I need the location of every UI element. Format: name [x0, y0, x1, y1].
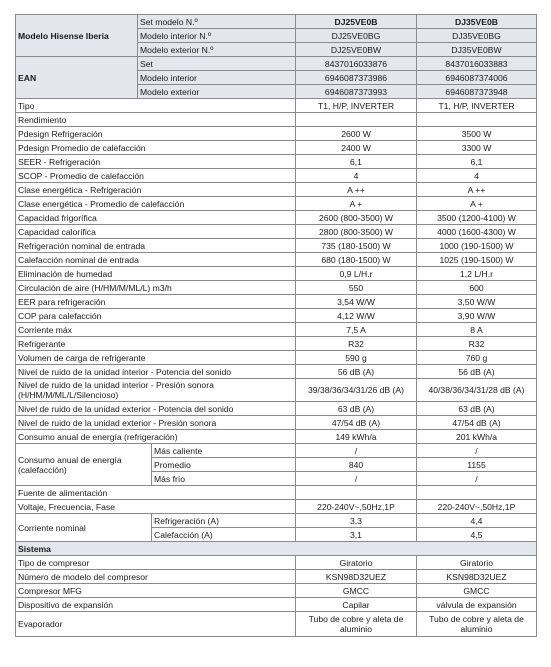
spec-row — [16, 309, 537, 323]
spec-value-1: 220-240V~,50Hz,1P — [296, 500, 417, 514]
spec-value-1: KSN98D32UEZ — [296, 570, 417, 584]
spec-label: Evaporador — [16, 612, 296, 637]
ean-value-2: 8437016033883 — [417, 57, 537, 71]
spec-value-1: 3,54 W/W — [296, 295, 417, 309]
ean-row — [16, 57, 537, 71]
spec-value-1 — [296, 113, 417, 127]
spec-row — [16, 416, 537, 430]
model-2-outdoor: DJ35VE0BW — [417, 43, 537, 57]
spec-value-1: A + — [296, 197, 417, 211]
spec-value-2: 4,4 — [417, 514, 537, 528]
spec-value-2: 1155 — [417, 458, 537, 472]
spec-label: Fuente de alimentación — [16, 486, 296, 500]
spec-row — [16, 239, 537, 253]
spec-value-2: 3,90 W/W — [417, 309, 537, 323]
spec-value-2: 3,50 W/W — [417, 295, 537, 309]
spec-label: Rendimiento — [16, 113, 296, 127]
spec-value-2: 201 kWh/a — [417, 430, 537, 444]
spec-value-2: 4 — [417, 169, 537, 183]
spec-label: Número de modelo del compresor — [16, 570, 296, 584]
spec-label: Capacidad frigorífica — [16, 211, 296, 225]
spec-row — [16, 211, 537, 225]
spec-value-1: R32 — [296, 337, 417, 351]
spec-row — [16, 365, 537, 379]
spec-value-2: / — [417, 472, 537, 486]
spec-row — [16, 127, 537, 141]
spec-value-2 — [417, 113, 537, 127]
ean-value-1: 6946087373993 — [296, 85, 417, 99]
spec-value-1: 47/54 dB (A) — [296, 416, 417, 430]
spec-value-1: 2800 (800-3500) W — [296, 225, 417, 239]
spec-value-2: 56 dB (A) — [417, 365, 537, 379]
ean-row-label: Modelo exterior — [138, 85, 296, 99]
spec-label: SCOP - Promedio de calefacción — [16, 169, 296, 183]
ean-value-1: 6946087373986 — [296, 71, 417, 85]
spec-row — [16, 99, 537, 113]
spec-value-1: Giratorio — [296, 556, 417, 570]
spec-value-2: 4,5 — [417, 528, 537, 542]
spec-value-2: 1025 (190-1500) W — [417, 253, 537, 267]
spec-row — [16, 323, 537, 337]
spec-value-2: A ++ — [417, 183, 537, 197]
section-title: Sistema — [16, 542, 537, 556]
spec-label: Nivel de ruido de la unidad exterior - Presión sonora — [16, 416, 296, 430]
spec-row — [16, 267, 537, 281]
spec-row — [16, 379, 537, 402]
spec-value-2: 4000 (1600-4300) W — [417, 225, 537, 239]
ean-value-2: 6946087374006 — [417, 71, 537, 85]
spec-label: Dispositivo de expansión — [16, 598, 296, 612]
spec-value-2: R32 — [417, 337, 537, 351]
spec-value-2: 6,1 — [417, 155, 537, 169]
spec-value-2: 1000 (190-1500) W — [417, 239, 537, 253]
spec-value-2: / — [417, 444, 537, 458]
model-1-indoor: DJ25VE0BG — [296, 29, 417, 43]
spec-label: Eliminación de humedad — [16, 267, 296, 281]
model-1-set: DJ25VE0B — [296, 15, 417, 29]
spec-label: Tipo — [16, 99, 296, 113]
ean-value-2: 6946087373948 — [417, 85, 537, 99]
spec-value-2: 8 A — [417, 323, 537, 337]
spec-rows-a — [16, 99, 537, 379]
spec-sub-label: Calefacción (A) — [152, 528, 296, 542]
spec-sub-label: Más frío — [152, 472, 296, 486]
spec-value-1: 4,12 W/W — [296, 309, 417, 323]
spec-row — [16, 351, 537, 365]
spec-value-2: 63 dB (A) — [417, 402, 537, 416]
spec-label: Pdesign Promedio de calefacción — [16, 141, 296, 155]
spec-value-1: 0,9 L/H.r — [296, 267, 417, 281]
spec-value-1: 56 dB (A) — [296, 365, 417, 379]
spec-label: Clase energética - Promedio de calefacción — [16, 197, 296, 211]
spec-table-body-3 — [16, 444, 537, 556]
ean-value-1: 8437016033876 — [296, 57, 417, 71]
spec-row — [16, 500, 537, 514]
spec-label: Tipo de compresor — [16, 556, 296, 570]
spec-value-2: KSN98D32UEZ — [417, 570, 537, 584]
spec-value-1: 2600 W — [296, 127, 417, 141]
spec-rows-b — [16, 402, 537, 444]
spec-row — [16, 598, 537, 612]
spec-label: Volumen de carga de refrigerante — [16, 351, 296, 365]
spec-label: COP para calefacción — [16, 309, 296, 323]
spec-label: Refrigerante — [16, 337, 296, 351]
spec-value-2: Tubo de cobre y aleta de aluminio — [417, 612, 537, 637]
spec-row — [16, 556, 537, 570]
model-1-outdoor: DJ25VE0BW — [296, 43, 417, 57]
spec-label: Corriente máx — [16, 323, 296, 337]
spec-value-1: 550 — [296, 281, 417, 295]
spec-value-1: 3,3 — [296, 514, 417, 528]
spec-value-2: GMCC — [417, 584, 537, 598]
spec-value-2: 3300 W — [417, 141, 537, 155]
spec-row — [16, 402, 537, 416]
spec-value-1: 840 — [296, 458, 417, 472]
model-2-set: DJ35VE0B — [417, 15, 537, 29]
spec-label: SEER - Refrigeración — [16, 155, 296, 169]
ean-row-label: Set — [138, 57, 296, 71]
spec-row — [16, 281, 537, 295]
header-row — [16, 15, 537, 29]
spec-value-1: T1, H/P, INVERTER — [296, 99, 417, 113]
spec-label: EER para refrigeración — [16, 295, 296, 309]
spec-label: Nivel de ruido de la unidad exterior - Potencia del sonido — [16, 402, 296, 416]
spec-value-1: 680 (180-1500) W — [296, 253, 417, 267]
header-row-label: Modelo interior N.º — [138, 29, 296, 43]
spec-row — [16, 169, 537, 183]
spec-value-1: 39/38/36/34/31/26 dB (A) — [296, 379, 417, 402]
spec-label: Pdesign Refrigeración — [16, 127, 296, 141]
spec-sub-label: Refrigeración (A) — [152, 514, 296, 528]
spec-label: Refrigeración nominal de entrada — [16, 239, 296, 253]
spec-value-2: 220-240V~,50Hz,1P — [417, 500, 537, 514]
spec-label: Consumo anual de energía (refrigeración) — [16, 430, 296, 444]
spec-value-2: 3500 (1200-4100) W — [417, 211, 537, 225]
spec-sub-label: Promedio — [152, 458, 296, 472]
spec-row — [16, 141, 537, 155]
spec-value-1: Tubo de cobre y aleta de aluminio — [296, 612, 417, 637]
ean-row-label: Modelo interior — [138, 71, 296, 85]
spec-value-1: 3,1 — [296, 528, 417, 542]
spec-value-1: 4 — [296, 169, 417, 183]
spec-value-1: 63 dB (A) — [296, 402, 417, 416]
spec-row — [16, 612, 537, 637]
spec-value-1: 2400 W — [296, 141, 417, 155]
spec-value-2: A + — [417, 197, 537, 211]
spec-value-1: A ++ — [296, 183, 417, 197]
spec-value-1 — [296, 486, 417, 500]
spec-row — [16, 183, 537, 197]
spec-value-2: 40/38/36/34/31/28 dB (A) — [417, 379, 537, 402]
spec-label: Nivel de ruido de la unidad interior - Presión sonora (H/HM/M/ML/L/Silencioso) — [16, 379, 296, 402]
spec-row — [16, 253, 537, 267]
system-rows — [16, 556, 537, 612]
spec-value-1: 590 g — [296, 351, 417, 365]
spec-value-2: T1, H/P, INVERTER — [417, 99, 537, 113]
spec-label: Clase energética - Refrigeración — [16, 183, 296, 197]
spec-table — [15, 14, 537, 637]
spec-row — [16, 570, 537, 584]
spec-label: Voltaje, Frecuencia, Fase — [16, 500, 296, 514]
spec-label: Capacidad calorífica — [16, 225, 296, 239]
spec-row — [16, 486, 537, 500]
header-row-label: Modelo exterior N.º — [138, 43, 296, 57]
spec-row — [16, 197, 537, 211]
spec-label: Nivel de ruido de la unidad interior - Potencia del sonido — [16, 365, 296, 379]
spec-row — [16, 444, 537, 458]
spec-value-1: Capilar — [296, 598, 417, 612]
spec-label: Corriente nominal — [16, 514, 152, 542]
spec-value-2: válvula de expansión — [417, 598, 537, 612]
spec-value-1: GMCC — [296, 584, 417, 598]
brand-label: Modelo Hisense Iberia — [16, 15, 138, 57]
spec-value-1: 149 kWh/a — [296, 430, 417, 444]
spec-value-2: 1,2 L/H.r — [417, 267, 537, 281]
spec-row — [16, 295, 537, 309]
spec-value-1: 735 (180-1500) W — [296, 239, 417, 253]
spec-label: Compresor MFG — [16, 584, 296, 598]
spec-value-2: 600 — [417, 281, 537, 295]
spec-row — [16, 430, 537, 444]
spec-table-body-2 — [16, 379, 537, 402]
spec-table-body — [16, 15, 537, 99]
section-header-row — [16, 542, 537, 556]
spec-value-2: Giratorio — [417, 556, 537, 570]
spec-sub-label: Más caliente — [152, 444, 296, 458]
spec-label: Consumo anual de energía (calefacción) — [16, 444, 152, 486]
spec-row — [16, 514, 537, 528]
spec-value-1: 7,5 A — [296, 323, 417, 337]
spec-label: Circulación de aire (H/HM/M/ML/L) m3/h — [16, 281, 296, 295]
spec-value-1: / — [296, 444, 417, 458]
ean-label: EAN — [16, 57, 138, 99]
spec-value-2: 760 g — [417, 351, 537, 365]
spec-value-1: 2600 (800-3500) W — [296, 211, 417, 225]
spec-value-1: / — [296, 472, 417, 486]
model-2-indoor: DJ35VE0BG — [417, 29, 537, 43]
spec-value-1: 6,1 — [296, 155, 417, 169]
spec-table-body-4 — [16, 612, 537, 637]
spec-row — [16, 337, 537, 351]
spec-row — [16, 113, 537, 127]
spec-row — [16, 225, 537, 239]
spec-value-2 — [417, 486, 537, 500]
spec-row — [16, 584, 537, 598]
spec-row — [16, 155, 537, 169]
header-row-label: Set modelo N.º — [138, 15, 296, 29]
spec-value-2: 47/54 dB (A) — [417, 416, 537, 430]
spec-label: Calefacción nominal de entrada — [16, 253, 296, 267]
spec-value-2: 3500 W — [417, 127, 537, 141]
